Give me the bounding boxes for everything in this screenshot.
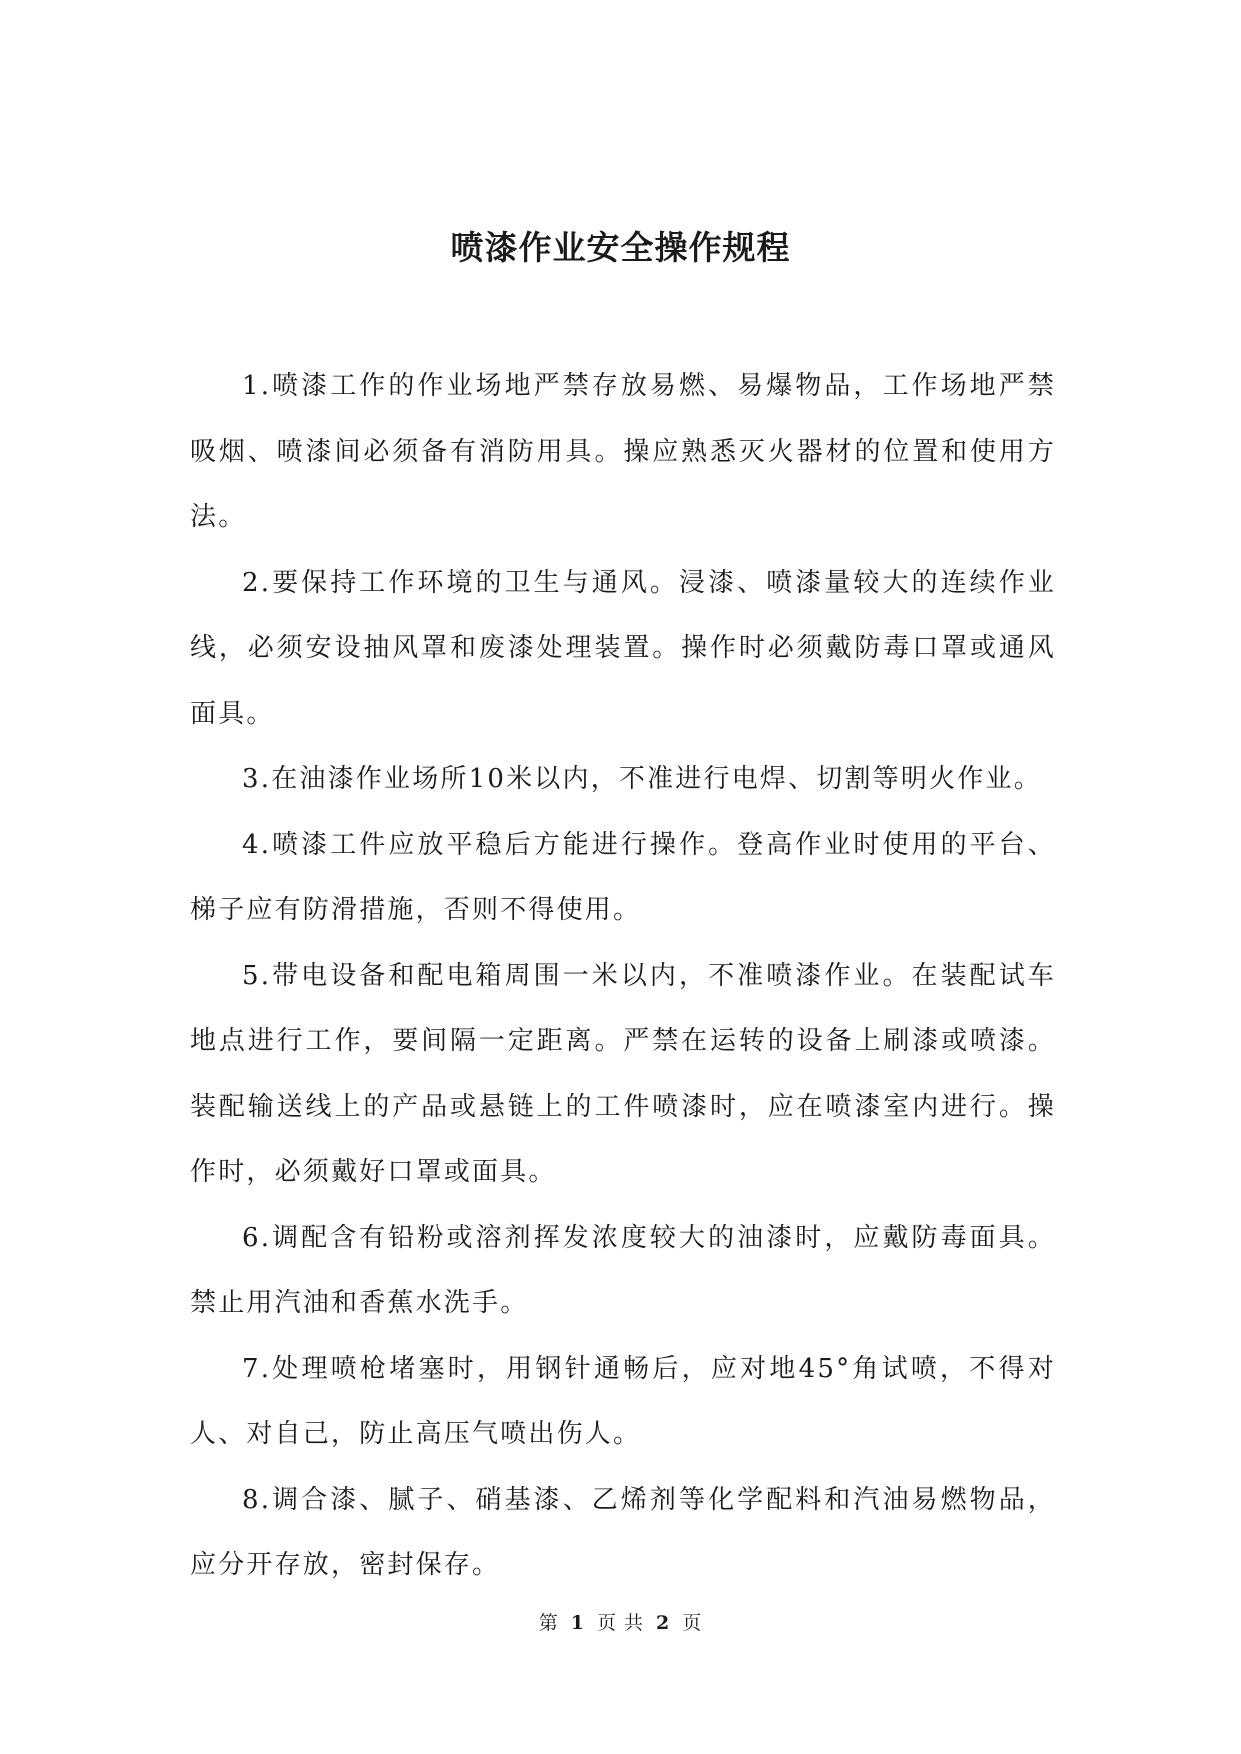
footer-total-pages: 2 (656, 1612, 671, 1634)
footer-middle: 页 共 (596, 1612, 645, 1634)
document-body (190, 354, 1056, 1599)
paragraph-3: 3.在油漆作业场所10米以内，不准进行电焊、切割等明火作业。 (242, 764, 1042, 794)
footer-prefix: 第 (538, 1612, 559, 1634)
footer-suffix: 页 (682, 1612, 703, 1634)
paragraph-6: 6.调配含有铅粉或溶剂挥发浓度较大的油漆时，应戴防毒面具。禁止用汽油和香蕉水洗手。 (190, 1222, 1056, 1318)
footer-current-page: 1 (570, 1612, 585, 1634)
paragraph-2: 2.要保持工作环境的卫生与通风。浸漆、喷漆量较大的连续作业线，必须安设抽风罩和废漆处理装置。操作时必须戴防毒口罩或通风面具。 (190, 567, 1056, 729)
paragraph-4: 4.喷漆工件应放平稳后方能进行操作。登高作业时使用的平台、梯子应有防滑措施，否则不得使用。 (190, 829, 1056, 925)
paragraph-5: 5.带电设备和配电箱周围一米以内，不准喷漆作业。在装配试车地点进行工作，要间隔一定距离。严禁在运转的设备上刷漆或喷漆。装配输送线上的产品或悬链上的工件喷漆时，应在喷漆室内进行。操作时，必须戴好口罩或面具。 (190, 960, 1056, 1187)
document-title: 喷漆作业安全操作规程 (450, 228, 791, 267)
paragraph-8: 8.调合漆、腻子、硝基漆、乙烯剂等化学配料和汽油易燃物品，应分开存放，密封保存。 (190, 1484, 1056, 1580)
paragraph-7: 7.处理喷枪堵塞时，用钢针通畅后，应对地45°角试喷，不得对人、对自己，防止高压气喷出伤人。 (190, 1353, 1056, 1449)
paragraph-1: 1.喷漆工作的作业场地严禁存放易燃、易爆物品，工作场地严禁吸烟、喷漆间必须备有消防用具。操应熟悉灭火器材的位置和使用方法。 (190, 371, 1056, 532)
page-footer (0, 1610, 1241, 1636)
